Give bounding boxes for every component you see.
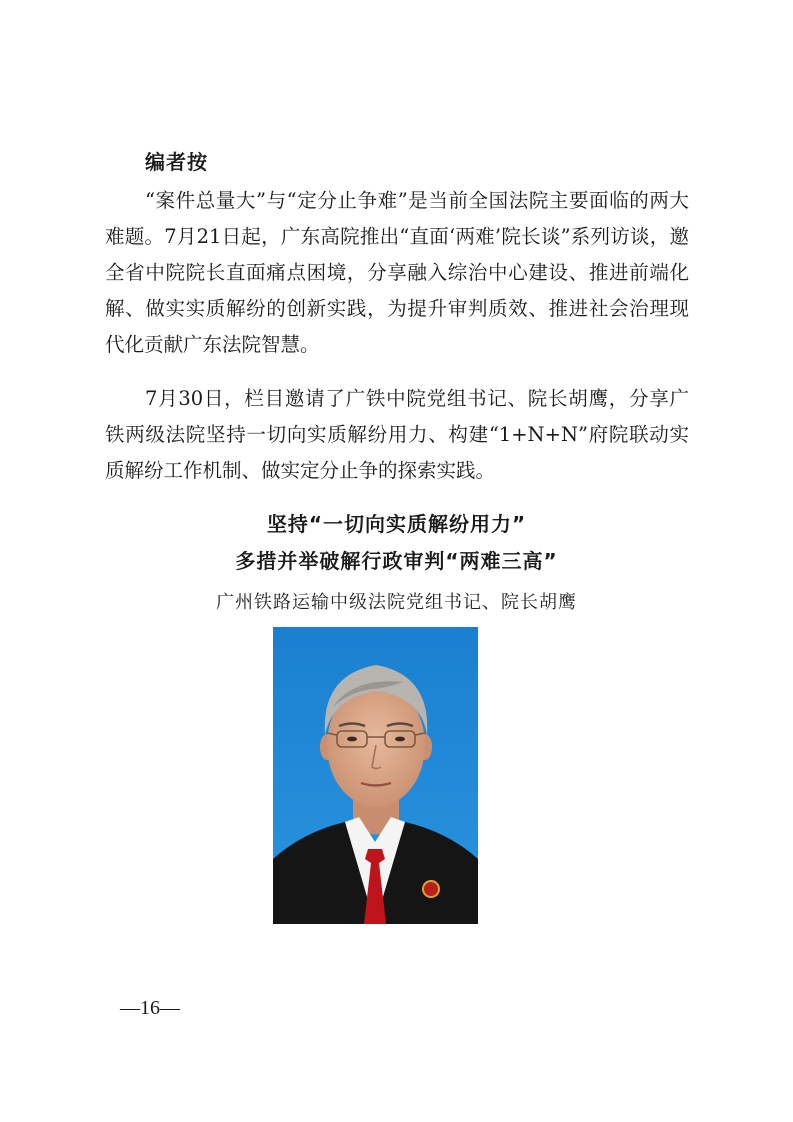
- court-badge: [423, 881, 439, 897]
- article-title-line-1: 坚持“一切向实质解纷用力”: [266, 512, 527, 536]
- paragraph-text: “案件总量大”与“定分止争难”是当前全国法院主要面临的两大难题。7月21日起，广东高院推出“直面‘两难’院长谈”系列访谈，邀全省中院院长直面痛点困境，分享融入综治中心建设、推进前端化解、做实实质解纷的创新实践，为提升审判质效、推进社会治理现代化贡献广东法院智慧。: [105, 189, 689, 356]
- author-byline: 广州铁路运输中级法院党组书记、院长胡鹰: [216, 592, 577, 613]
- editor-note-paragraph-2: [105, 381, 689, 489]
- article-title-line-2: 多措并举破解行政审判“两难三高”: [235, 549, 558, 573]
- paragraph-text: 7月30日，栏目邀请了广铁中院党组书记、院长胡鹰，分享广铁两级法院坚持一切向实质解纷用力、构建“1+N+N”府院联动实质解纷工作机制、做实定分止争的探索实践。: [105, 387, 689, 482]
- author-portrait-photo: [273, 627, 478, 924]
- editor-note-label: 编者按: [145, 150, 208, 174]
- page-number: —16—: [120, 997, 180, 1019]
- editor-note-paragraph-1: [105, 183, 689, 363]
